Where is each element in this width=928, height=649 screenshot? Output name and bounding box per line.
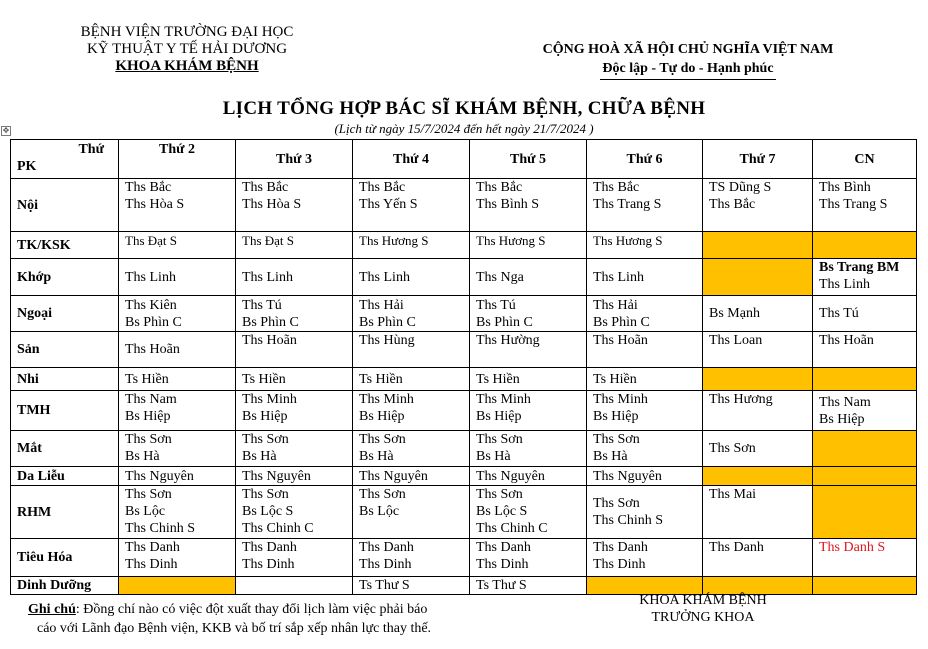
footnote-text-2: cáo với Lãnh đạo Bệnh viện, KKB và bố trí sắp xếp nhân lực thay thế. [37,621,432,636]
cell-fri [587,368,703,391]
cell-sun [813,332,917,368]
doctor-name: Ths Hoãn [819,333,874,348]
document-title: LỊCH TỔNG HỢP BÁC SĨ KHÁM BỆNH, CHỮA BỆNH [222,98,706,119]
cell-wed [353,391,470,431]
doctor-name: Ths Kiên [125,297,177,313]
cell-tue [236,577,353,595]
cell-mon [119,368,236,391]
cell-tue [236,431,353,467]
doctor-name: Bs Hà [593,449,628,464]
doctor-name: Ts Hiền [359,371,403,387]
doctor-name: Ths Yến S [359,197,418,212]
table-row [11,179,917,232]
cell-tue [236,539,353,577]
doctor-name: Bs Hiệp [593,409,639,424]
doctor-name: Ths Nga [476,269,524,285]
cell-sat [703,368,813,391]
cell-wed [353,431,470,467]
doctor-name: Bs Phìn C [242,314,299,330]
day-header-tue: Thứ 3 [236,140,353,179]
doctor-name: Ths Sơn [125,432,172,447]
doctor-name: Ths Trang S [593,197,662,212]
doctor-name: Bs Hà [476,449,511,464]
clinic-name: Tiêu Hóa [11,539,119,577]
doctor-name: Ths Hoãn [125,342,180,357]
doctor-name: Ths Hương S [593,233,663,248]
clinic-name: Sản [11,332,119,368]
clinic-name: TK/KSK [11,232,119,259]
cell-tue [236,486,353,539]
doctor-name: Ths Nguyên [125,468,194,484]
doctor-name: Ths Trang S [819,197,888,212]
cell-thu [470,391,587,431]
cell-wed [353,467,470,486]
cell-thu [470,486,587,539]
doctor-name: Bs Phìn C [476,314,533,330]
doctor-name: Bs Hà [359,449,394,464]
doctor-name: Ths Nguyên [359,468,428,484]
cell-sun [813,391,917,431]
doctor-name: Bs Hiệp [242,409,288,424]
cell-sun [813,431,917,467]
doctor-name: Ths Sơn [242,432,289,447]
national-title: CỘNG HOÀ XÃ HỘI CHỦ NGHĨA VIỆT NAM [542,42,834,57]
cell-wed [353,539,470,577]
doctor-name: Ths Danh [125,540,180,555]
doctor-name: Ths Sơn [593,496,640,511]
cell-wed [353,259,470,296]
doctor-name: Bs Hà [125,449,160,464]
doctor-name: Ts Thư S [359,578,410,593]
cell-thu [470,179,587,232]
clinic-name: Khớp [11,259,119,296]
clinic-name: Da Liễu [11,467,119,486]
doctor-name: Ths Hòa S [242,197,302,212]
doctor-name: Ts Hiền [242,371,286,387]
doctor-name: Ths Bình S [476,197,540,212]
doctor-name: Bs Hiệp [476,409,522,424]
doctor-name: Ths Nguyên [242,468,311,484]
cell-mon [119,391,236,431]
doctor-name: Ths Danh [359,540,414,555]
cell-wed [353,232,470,259]
doctor-name: Bs Phìn C [359,314,416,330]
doctor-name: Ths Chinh C [242,521,314,536]
cell-sat [703,259,813,296]
doctor-name: Ths Hải [359,297,404,313]
cell-wed [353,486,470,539]
doctor-name: Ths Dinh [125,557,178,572]
doctor-name: Ths Minh [359,392,414,407]
doctor-name: Bs Hiệp [819,411,865,427]
day-header-sat: Thứ 7 [703,140,813,179]
clinic-name: Nội [11,179,119,232]
cell-wed [353,577,470,595]
clinic-name: RHM [11,486,119,539]
clinic-name: Nhi [11,368,119,391]
cell-thu [470,431,587,467]
cell-mon [119,232,236,259]
day-header-sun: CN [813,140,917,179]
cell-mon [119,486,236,539]
cell-sat [703,486,813,539]
doctor-name: Bs Phìn C [125,314,182,330]
doctor-name: Ths Linh [819,277,870,292]
doctor-name: Ths Dinh [359,557,412,572]
doctor-name: Ths Sơn [242,487,289,502]
doctor-name: Ths Hòa S [125,197,185,212]
doctor-name: Ths Danh S [819,540,886,555]
cell-sun [813,486,917,539]
doctor-name: Ths Sơn [476,432,523,447]
cell-wed [353,296,470,332]
date-range: (Lịch từ ngày 15/7/2024 đến hết ngày 21/7/2024 ) [334,121,594,136]
cell-wed [353,332,470,368]
doctor-name: Ths Nam [819,394,871,410]
cell-sun [813,368,917,391]
cell-sat [703,431,813,467]
day-header-thu: Thứ 5 [470,140,587,179]
cell-mon [119,296,236,332]
clinic-name: Ngoại [11,296,119,332]
cell-fri [587,296,703,332]
doctor-name: Ths Chinh C [476,521,548,536]
doctor-name: Ths Mai [709,487,757,502]
doctor-name: Ths Linh [593,269,644,285]
cell-thu [470,232,587,259]
schedule-body [11,179,917,595]
cell-thu [470,577,587,595]
cell-thu [470,259,587,296]
doctor-name: Ths Bắc [593,180,640,195]
cell-sat [703,467,813,486]
cell-thu [470,539,587,577]
doctor-name: Ths Bắc [125,180,172,195]
cell-wed [353,179,470,232]
clinic-name: Mắt [11,431,119,467]
doctor-name: Ths Linh [242,269,293,285]
doctor-name: Bs Lộc [125,504,166,519]
doctor-name: Ths Bắc [359,180,406,195]
clinic-name: Dinh Dưỡng [11,577,119,595]
cell-mon [119,431,236,467]
cell-fri [587,232,703,259]
department-name: KHOA KHÁM BỆNH [115,58,259,74]
signature-title: TRƯỞNG KHOA [651,610,755,625]
doctor-name: Ts Hiền [125,371,169,387]
national-header [500,40,876,80]
cell-fri [587,467,703,486]
doctor-name: Ths Hương S [359,233,429,248]
doctor-name: Ths Hoãn [242,333,297,348]
cell-fri [587,259,703,296]
doctor-name: Ths Đạt S [125,233,177,248]
doctor-name: Ths Loan [709,333,763,348]
cell-sun [813,539,917,577]
cell-sat [703,391,813,431]
doctor-name: Ths Hoãn [593,333,648,348]
cell-tue [236,296,353,332]
cell-sat [703,232,813,259]
footnote-text-1: : Đồng chí nào có việc đột xuất thay đổi lịch làm việc phải báo [75,602,428,617]
cell-tue [236,259,353,296]
table-corner-header [11,140,119,179]
doctor-name: Ths Sơn [709,441,756,456]
cell-sat [703,539,813,577]
day-header-mon: Thứ 2 [119,140,236,179]
doctor-name: Bs Hiệp [359,409,405,424]
doctor-name: Ths Hương S [476,233,546,248]
cell-sun [813,577,917,595]
cell-thu [470,467,587,486]
footnote [28,600,488,638]
doctor-name: Ths Linh [125,269,176,285]
cell-tue [236,179,353,232]
cell-fri [587,391,703,431]
cell-sat [703,179,813,232]
cell-sun [813,467,917,486]
corner-clinic-label: PK [17,159,37,174]
doctor-name: Ths Hùng [359,333,415,348]
table-row [11,332,917,368]
cell-fri [587,431,703,467]
doctor-name: Bs Hà [242,449,277,464]
doctor-name: Bs Lộc [359,504,400,519]
doctor-name: Ths Bắc [709,197,756,212]
cell-tue [236,368,353,391]
doctor-name: Bs Mạnh [709,306,760,321]
national-motto: Độc lập - Tự do - Hạnh phúc [600,59,775,80]
table-row [11,467,917,486]
clinic-name: TMH [11,391,119,431]
doctor-name: Ths Nam [125,392,177,407]
table-row [11,486,917,539]
doctor-name: Ths Danh [242,540,297,555]
table-row [11,296,917,332]
table-row [11,232,917,259]
table-row [11,539,917,577]
doctor-name: Ths Sơn [125,487,172,502]
doctor-name: Ths Nguyên [476,468,545,484]
cell-wed [353,368,470,391]
table-move-handle-icon[interactable]: ✥ [2,126,10,135]
cell-sun [813,232,917,259]
doctor-name: Ths Minh [476,392,531,407]
table-row [11,259,917,296]
cell-thu [470,332,587,368]
doctor-name: Ths Dinh [593,557,646,572]
doctor-name: Ths Nguyên [593,468,662,484]
doctor-name: Ths Dinh [242,557,295,572]
cell-sat [703,332,813,368]
doctor-name: Ths Danh [593,540,648,555]
doctor-name: Ths Hương [709,392,773,407]
doctor-name: Bs Trang BM [819,260,900,275]
doctor-name: Bs Lộc S [476,504,528,519]
footnote-label: Ghi chú [28,602,76,617]
table-row [11,431,917,467]
signature-block [600,592,806,626]
doctor-name: Ths Bắc [242,180,289,195]
cell-thu [470,368,587,391]
doctor-name: Ths Chinh S [125,521,196,536]
doctor-name: Ths Danh [709,540,764,555]
doctor-name: Ths Tú [819,306,859,321]
doctor-name: Ths Minh [242,392,297,407]
cell-mon [119,539,236,577]
cell-sun [813,179,917,232]
doctor-name: Ths Tú [476,297,516,313]
cell-sat [703,296,813,332]
doctor-name: Ths Hải [593,297,638,313]
day-header-fri: Thứ 6 [587,140,703,179]
doctor-name: Ths Sơn [593,432,640,447]
corner-day-label: Thứ [78,142,104,157]
doctor-name: Ths Hường [476,333,540,348]
table-row [11,368,917,391]
doctor-name: TS Dũng S [709,180,772,195]
day-header-wed: Thứ 4 [353,140,470,179]
cell-mon [119,577,236,595]
hospital-name-line2: KỸ THUẬT Y TẾ HẢI DƯƠNG [86,41,288,57]
cell-sun [813,296,917,332]
hospital-header [52,24,322,75]
cell-fri [587,486,703,539]
table-row [11,391,917,431]
doctor-name: Ths Linh [359,269,410,285]
cell-mon [119,332,236,368]
cell-fri [587,332,703,368]
cell-tue [236,391,353,431]
doctor-name: Ths Sơn [359,487,406,502]
doctor-name: Ths Dinh [476,557,529,572]
schedule-table [10,139,917,595]
doctor-name: Ths Sơn [476,487,523,502]
doctor-name: Ths Bắc [476,180,523,195]
doctor-name: Ths Tú [242,297,282,313]
doctor-name: Bs Hiệp [125,409,171,424]
cell-fri [587,539,703,577]
doctor-name: Ts Hiền [593,371,637,387]
doctor-name: Ths Danh [476,540,531,555]
cell-mon [119,179,236,232]
doctor-name: Ths Bình [819,180,871,195]
doctor-name: Ths Chinh S [593,513,664,528]
cell-mon [119,467,236,486]
cell-tue [236,232,353,259]
doctor-name: Ths Minh [593,392,648,407]
doctor-name: Bs Phìn C [593,314,650,330]
doctor-name: Ths Sơn [359,432,406,447]
doctor-name: Ths Đạt S [242,233,294,248]
doctor-name: Ts Hiền [476,371,520,387]
doctor-name: Ts Thư S [476,578,527,593]
cell-mon [119,259,236,296]
doctor-name: Bs Lộc S [242,504,294,519]
cell-thu [470,296,587,332]
cell-sun [813,259,917,296]
cell-fri [587,179,703,232]
cell-tue [236,467,353,486]
hospital-name-line1: BỆNH VIỆN TRƯỜNG ĐẠI HỌC [80,24,294,40]
signature-department: KHOA KHÁM BỆNH [639,593,767,608]
cell-tue [236,332,353,368]
